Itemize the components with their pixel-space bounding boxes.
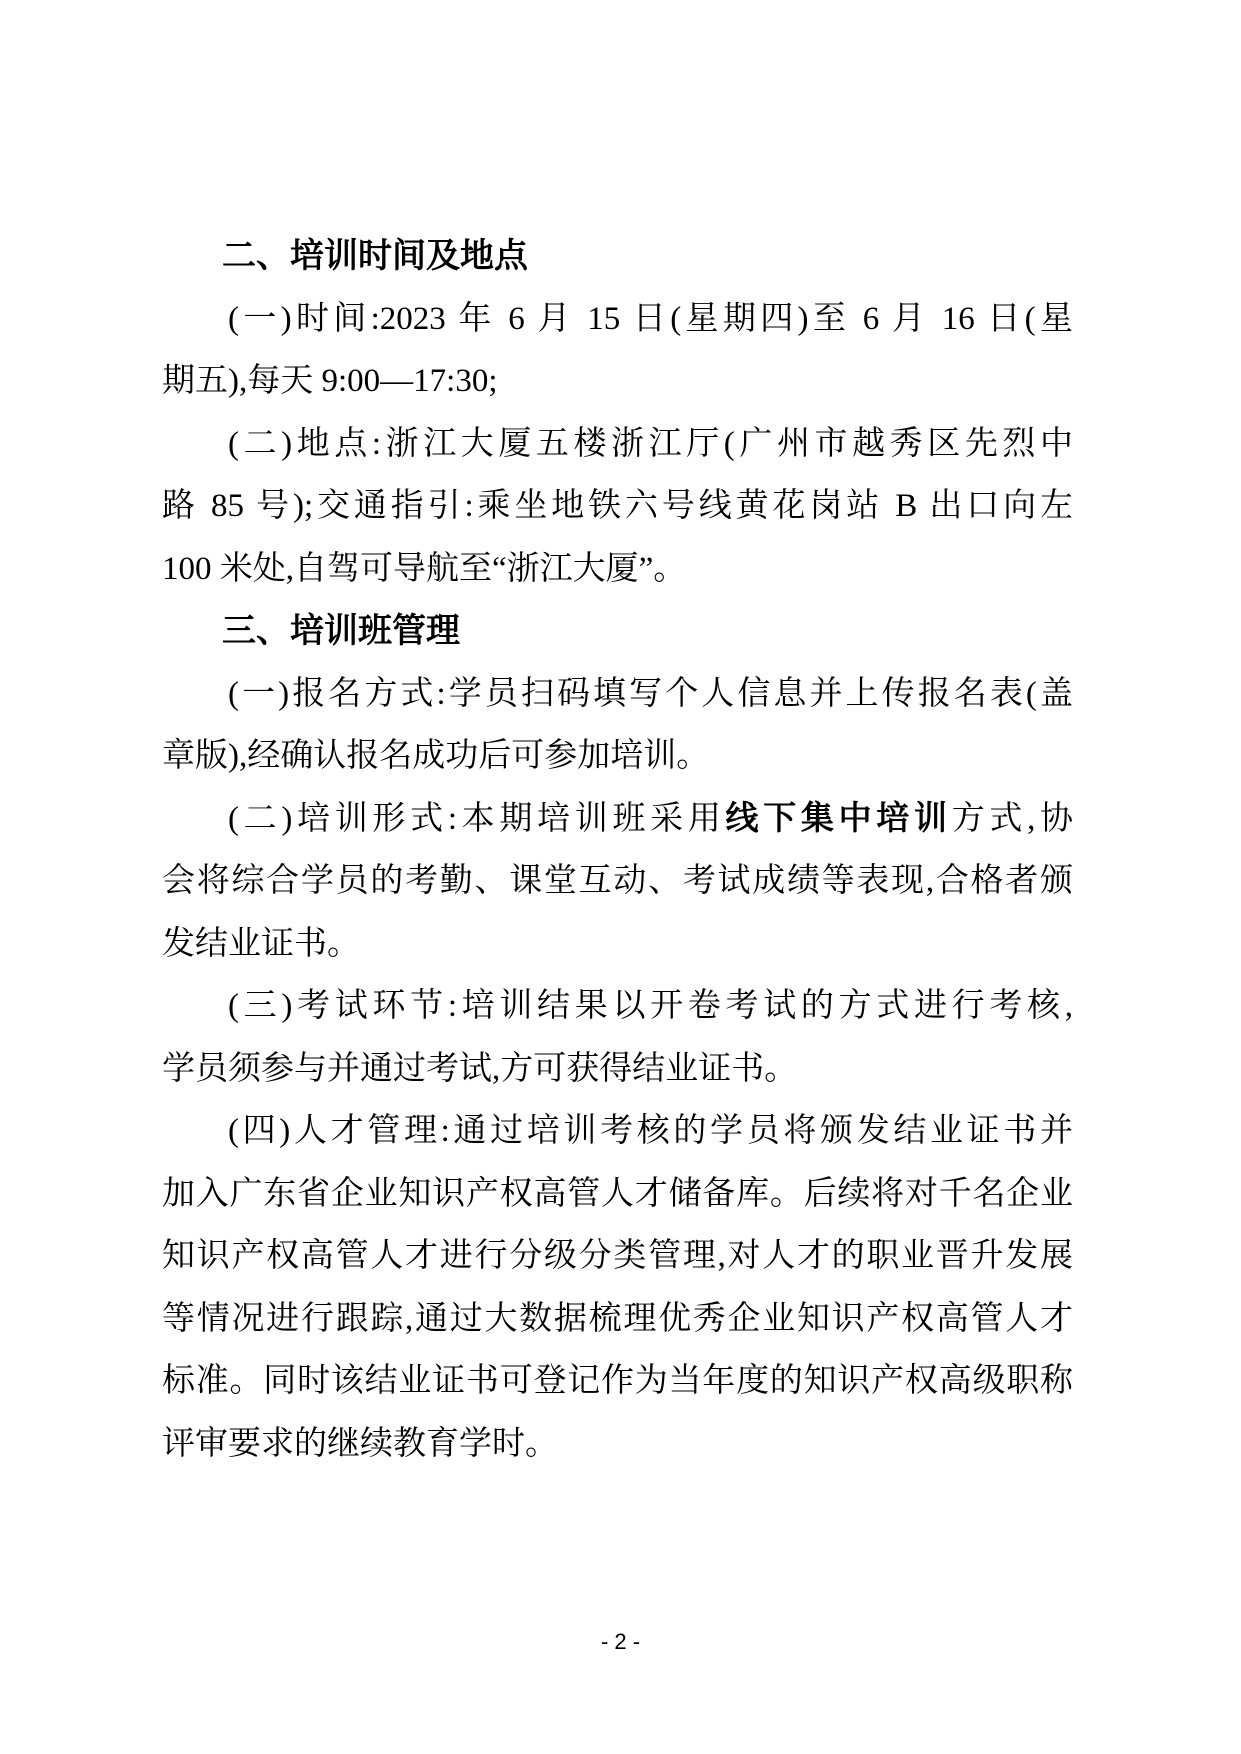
body-line: 100 米处,自驾可导航至“浙江大厦”。 (162, 550, 687, 587)
body-line: 期五),每天 9:00—17:30; (162, 363, 498, 399)
body-line: 会将综合学员的考勤、课堂互动、考试成绩等表现,合格者颁 (162, 863, 1073, 899)
body-line: 评审要求的继续教育学时。 (162, 1425, 558, 1462)
body-line: 知识产权高管人才进行分级分类管理,对人才的职业晋升发展 (162, 1238, 1073, 1274)
body-line: 路 85 号);交通指引:乘坐地铁六号线黄花岗站 B 出口向左 (162, 488, 1073, 524)
body-line: (三)考试环节:培训结果以开卷考试的方式进行考核, (228, 988, 1073, 1024)
body-line: 等情况进行跟踪,通过大数据梳理优秀企业知识产权高管人才 (162, 1300, 1073, 1337)
document-body (162, 225, 1073, 1475)
section-heading-2: 二、培训时间及地点 (222, 237, 528, 275)
body-line: 发结业证书。 (162, 925, 360, 962)
body-line: (一)报名方式:学员扫码填写个人信息并上传报名表(盖 (228, 675, 1073, 712)
page-number: - 2 - (600, 1629, 641, 1654)
body-text-segment: 方式,协 (951, 800, 1074, 837)
body-text-segment: (二)培训形式:本期培训班采用 (228, 800, 726, 837)
body-line: 加入广东省企业知识产权高管人才储备库。后续将对千名企业 (162, 1175, 1073, 1212)
body-line: (一)时间:2023 年 6 月 15 日(星期四)至 6 月 16 日(星 (228, 300, 1073, 337)
body-line: 学员须参与并通过考试,方可获得结业证书。 (162, 1050, 798, 1087)
body-line: 标准。同时该结业证书可登记作为当年度的知识产权高级职称 (162, 1363, 1073, 1399)
bold-text-segment: 线下集中培训 (725, 800, 952, 837)
body-line (162, 788, 1073, 851)
body-line: (四)人才管理:通过培训考核的学员将颁发结业证书并 (228, 1113, 1073, 1149)
body-line: (二)地点:浙江大厦五楼浙江厅(广州市越秀区先烈中 (228, 425, 1073, 462)
section-heading-3: 三、培训班管理 (222, 612, 460, 650)
body-line: 章版),经确认报名成功后可参加培训。 (162, 738, 710, 774)
